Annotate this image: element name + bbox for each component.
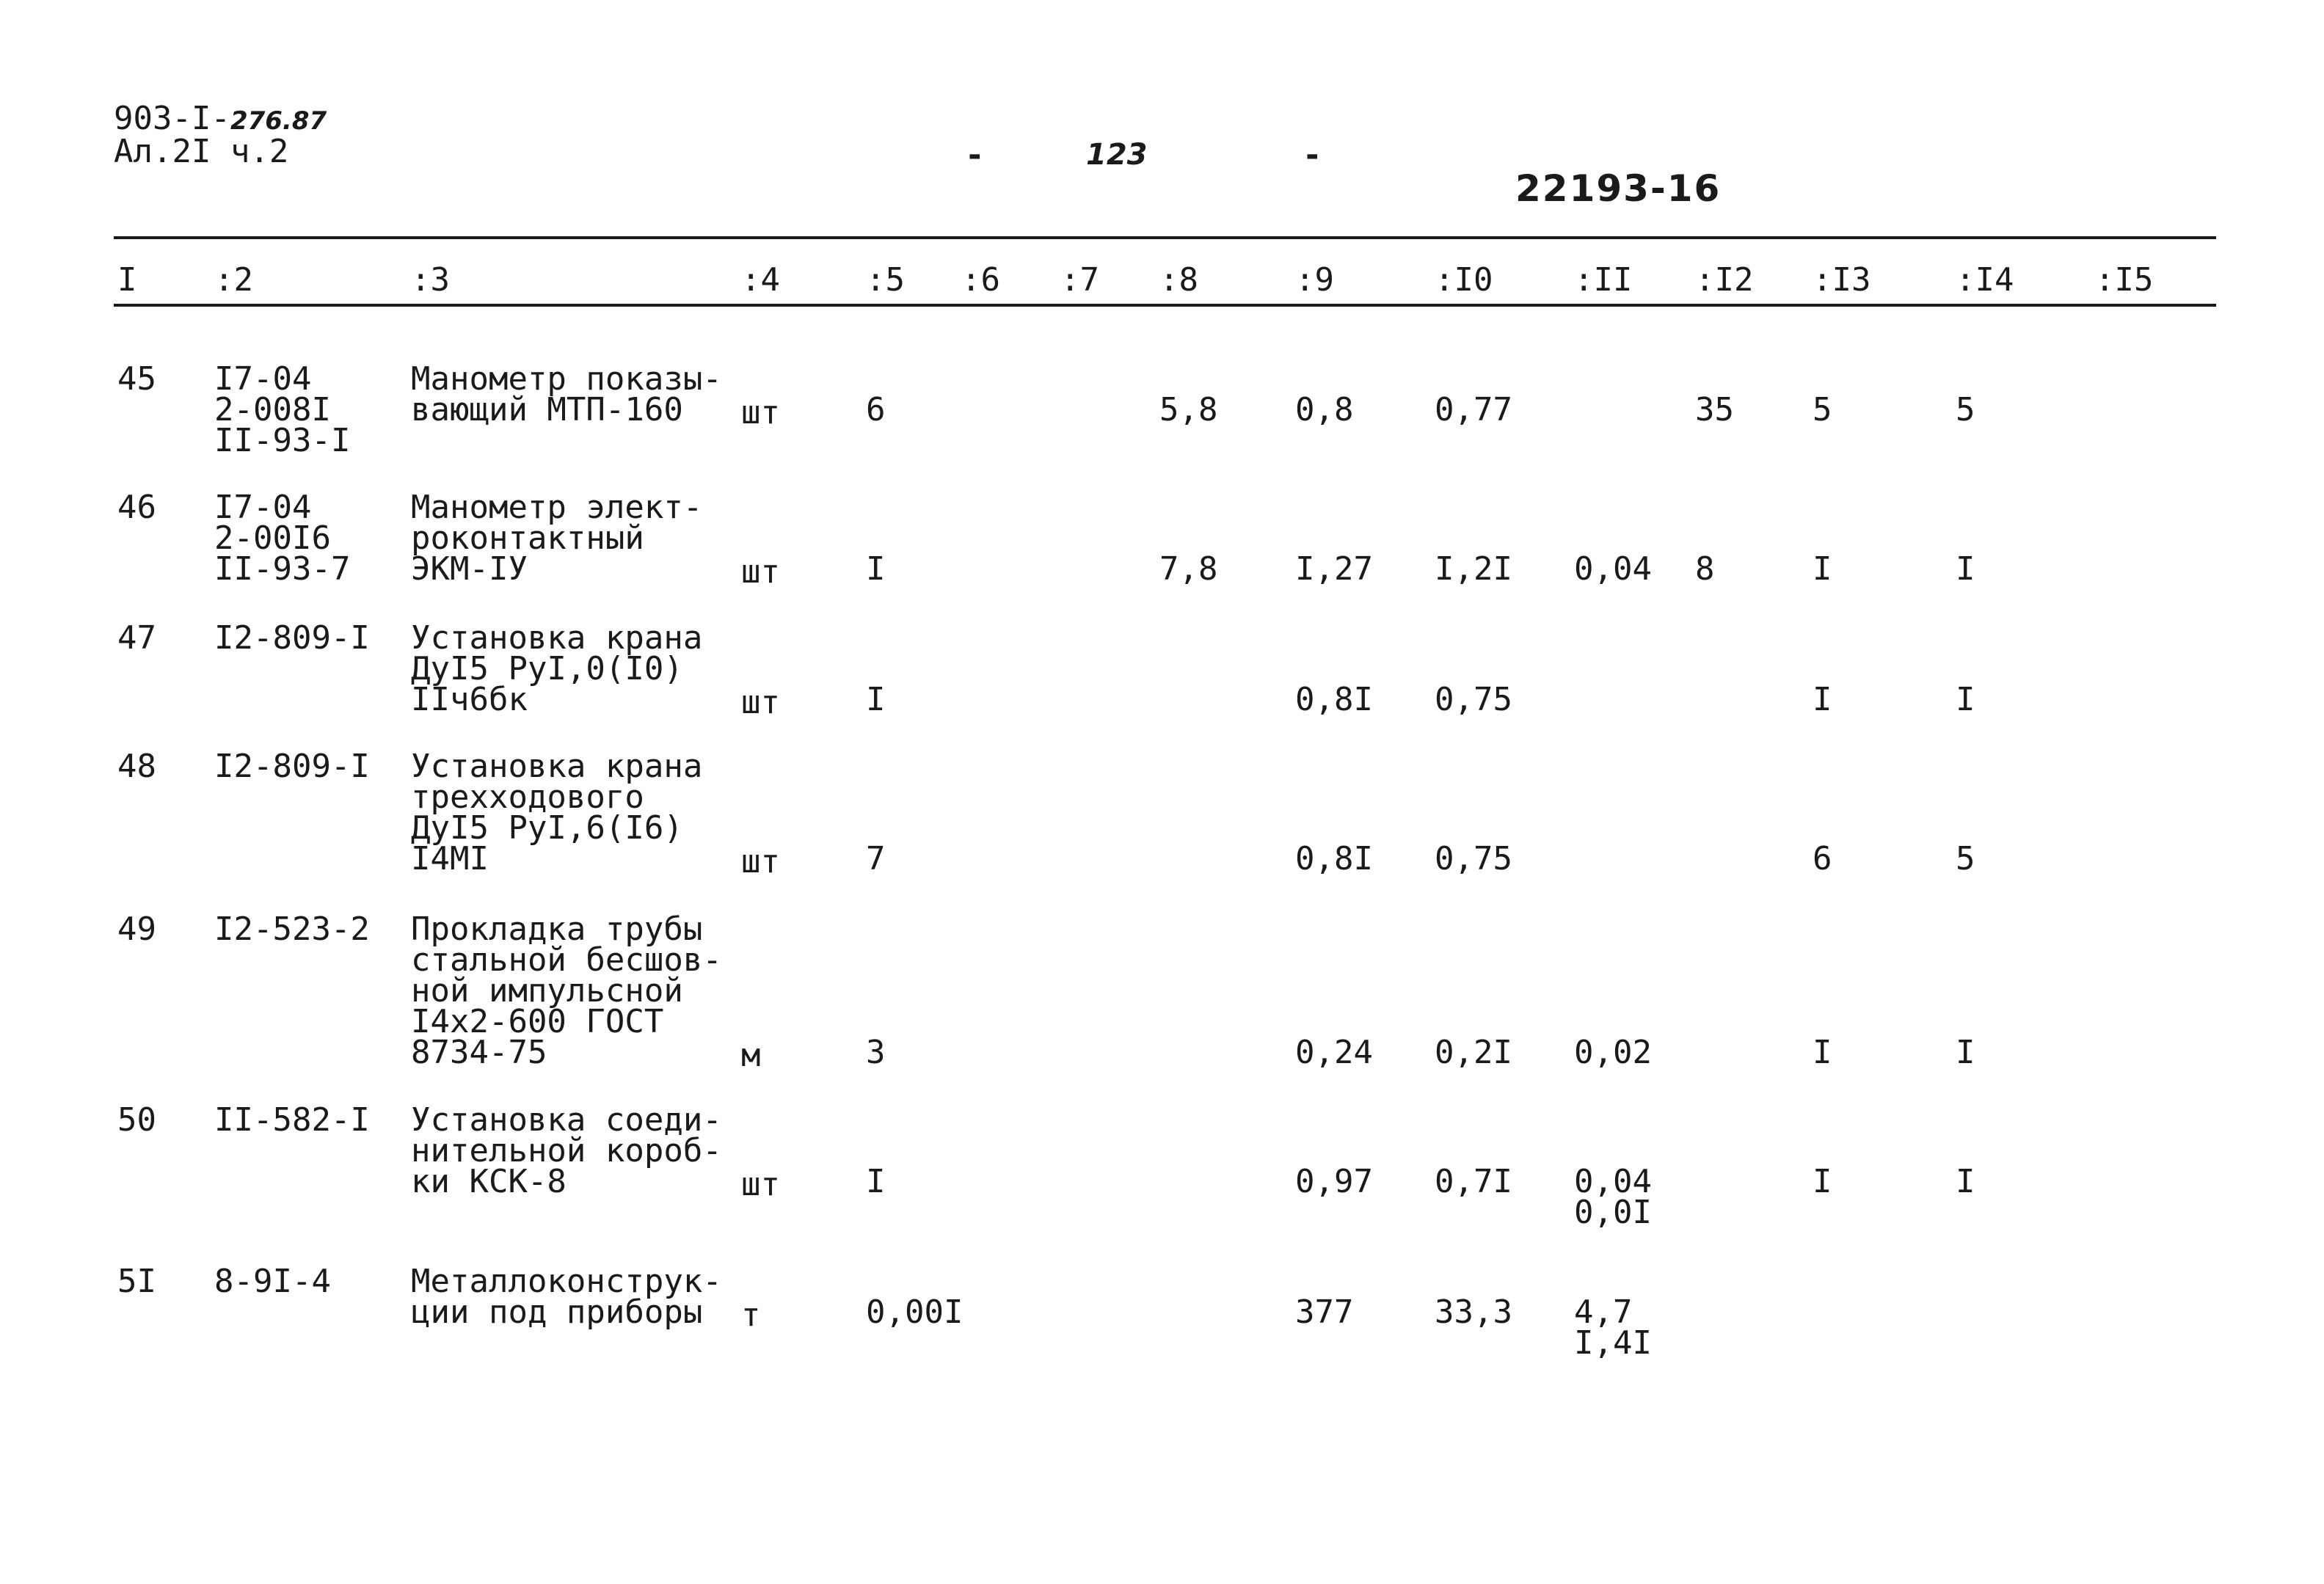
item-name-line: Установка крана [411, 748, 703, 785]
unit: т [741, 1296, 761, 1334]
column-9-value: 0,24 [1295, 1034, 1373, 1071]
column-header-1: I [117, 261, 137, 299]
item-name-line: Установка крана [411, 619, 703, 657]
item-name-line: ДуI5 РуI,0(I0) [411, 650, 683, 687]
column-11-value-line: 0,04 [1574, 1163, 1652, 1200]
column-13-value: I [1813, 550, 1832, 588]
norm-code-line: 2-00I6 [214, 519, 331, 557]
column-header-13: :I3 [1813, 261, 1871, 299]
row-number: 48 [117, 748, 156, 785]
norm-code-line: I2-523-2 [214, 910, 370, 948]
quantity: 7 [866, 840, 886, 877]
column-13-value: I [1813, 1034, 1832, 1071]
column-10-value: I,2I [1435, 550, 1512, 588]
item-name-line: ной импульсной [411, 972, 683, 1010]
item-name-line: I4х2-600 ГОСТ [411, 1003, 664, 1040]
document-code-typed: 903-I- [114, 100, 230, 137]
item-name-line: нительной короб- [411, 1132, 722, 1169]
column-header-12: :I2 [1695, 261, 1754, 299]
item-name-line: 8734-75 [411, 1034, 547, 1071]
column-header-5: :5 [866, 261, 905, 299]
column-8-value: 7,8 [1159, 550, 1218, 588]
column-14-value: I [1956, 681, 1975, 718]
column-10-value: 0,2I [1435, 1034, 1512, 1071]
column-13-value: 5 [1813, 391, 1832, 428]
norm-code-line: I2-809-I [214, 748, 370, 785]
item-name-line: ции под приборы [411, 1293, 703, 1331]
column-10-value: 33,3 [1435, 1293, 1512, 1331]
unit: м [741, 1037, 761, 1074]
column-header-3: :3 [411, 261, 450, 299]
column-header-10: :I0 [1435, 261, 1493, 299]
sheet-code: 22193-16 [1515, 167, 1722, 210]
item-name-line: Манометр показы- [411, 360, 722, 398]
quantity: I [866, 1163, 886, 1200]
item-name-line: стальной бесшов- [411, 941, 722, 979]
column-header-9: :9 [1295, 261, 1334, 299]
column-9-value: 377 [1295, 1293, 1354, 1331]
column-9-value: 0,8I [1295, 681, 1373, 718]
unit: шт [741, 684, 780, 721]
quantity: 3 [866, 1034, 886, 1071]
column-10-value: 0,77 [1435, 391, 1512, 428]
column-9-value: 0,8 [1295, 391, 1354, 428]
row-number: 46 [117, 489, 156, 526]
column-11-value-line: 0,04 [1574, 550, 1652, 588]
column-13-value: I [1813, 1163, 1832, 1200]
row-number: 5I [117, 1263, 156, 1300]
column-11-value-line: I,4I [1574, 1324, 1652, 1362]
column-header-15: :I5 [2095, 261, 2154, 299]
item-name-line: Прокладка трубы [411, 910, 703, 948]
column-12-value: 8 [1695, 550, 1715, 588]
item-name-line: трехходового [411, 778, 644, 816]
column-13-value: I [1813, 681, 1832, 718]
item-name-line: роконтактный [411, 519, 644, 557]
column-11-value-line: 0,0I [1574, 1194, 1652, 1231]
item-name-line: Установка соеди- [411, 1101, 722, 1139]
row-number: 47 [117, 619, 156, 657]
item-name-line: IIч6бк [411, 681, 528, 718]
page-number: 123 [1086, 138, 1148, 172]
row-number: 50 [117, 1101, 156, 1139]
column-9-value: I,27 [1295, 550, 1373, 588]
table-header-rule [114, 304, 2216, 307]
column-14-value: I [1956, 1034, 1975, 1071]
quantity: I [866, 681, 886, 718]
column-header-6: :6 [961, 261, 1000, 299]
column-13-value: 6 [1813, 840, 1832, 877]
quantity: I [866, 550, 886, 588]
column-14-value: 5 [1956, 840, 1975, 877]
quantity: 6 [866, 391, 886, 428]
norm-code-line: I7-04 [214, 489, 312, 526]
column-9-value: 0,8I [1295, 840, 1373, 877]
table-top-rule [114, 236, 2216, 239]
quantity: 0,00I [866, 1293, 964, 1331]
norm-code-line: I7-04 [214, 360, 312, 398]
column-header-7: :7 [1060, 261, 1099, 299]
page-dash-right: - [1303, 136, 1322, 174]
column-14-value: 5 [1956, 391, 1975, 428]
column-12-value: 35 [1695, 391, 1734, 428]
column-header-14: :I4 [1956, 261, 2014, 299]
item-name-line: вающий МТП-160 [411, 391, 683, 428]
item-name-line: I4МI [411, 840, 489, 877]
column-8-value: 5,8 [1159, 391, 1218, 428]
column-11-value-line: 4,7 [1574, 1293, 1633, 1331]
unit: шт [741, 394, 780, 431]
norm-code-line: II-582-I [214, 1101, 370, 1139]
column-11-value-line: 0,02 [1574, 1034, 1652, 1071]
column-14-value: I [1956, 1163, 1975, 1200]
column-10-value: 0,75 [1435, 681, 1512, 718]
item-name-line: ЭКМ-IУ [411, 550, 528, 588]
column-10-value: 0,75 [1435, 840, 1512, 877]
column-header-11: :II [1574, 261, 1633, 299]
column-9-value: 0,97 [1295, 1163, 1373, 1200]
unit: шт [741, 1166, 780, 1203]
column-14-value: I [1956, 550, 1975, 588]
column-header-4: :4 [741, 261, 780, 299]
norm-code-line: II-93-I [214, 422, 351, 459]
norm-code-line: 8-9I-4 [214, 1263, 331, 1300]
unit: шт [741, 843, 780, 880]
item-name-line: ДуI5 РуI,6(I6) [411, 809, 683, 847]
column-10-value: 0,7I [1435, 1163, 1512, 1200]
column-header-8: :8 [1159, 261, 1198, 299]
norm-code-line: II-93-7 [214, 550, 351, 588]
item-name-line: Манометр элект- [411, 489, 703, 526]
document-code [114, 100, 327, 137]
row-number: 49 [117, 910, 156, 948]
column-header-2: :2 [214, 261, 253, 299]
item-name-line: ки КСК-8 [411, 1163, 567, 1200]
row-number: 45 [117, 360, 156, 398]
page-dash-left: - [965, 136, 985, 174]
norm-code-line: I2-809-I [214, 619, 370, 657]
norm-code-line: 2-008I [214, 391, 331, 428]
album-label: Ал.2I ч.2 [114, 133, 289, 170]
document-code-handwritten: 276.87 [230, 106, 327, 136]
item-name-line: Металлоконструк- [411, 1263, 722, 1300]
unit: шт [741, 553, 780, 591]
